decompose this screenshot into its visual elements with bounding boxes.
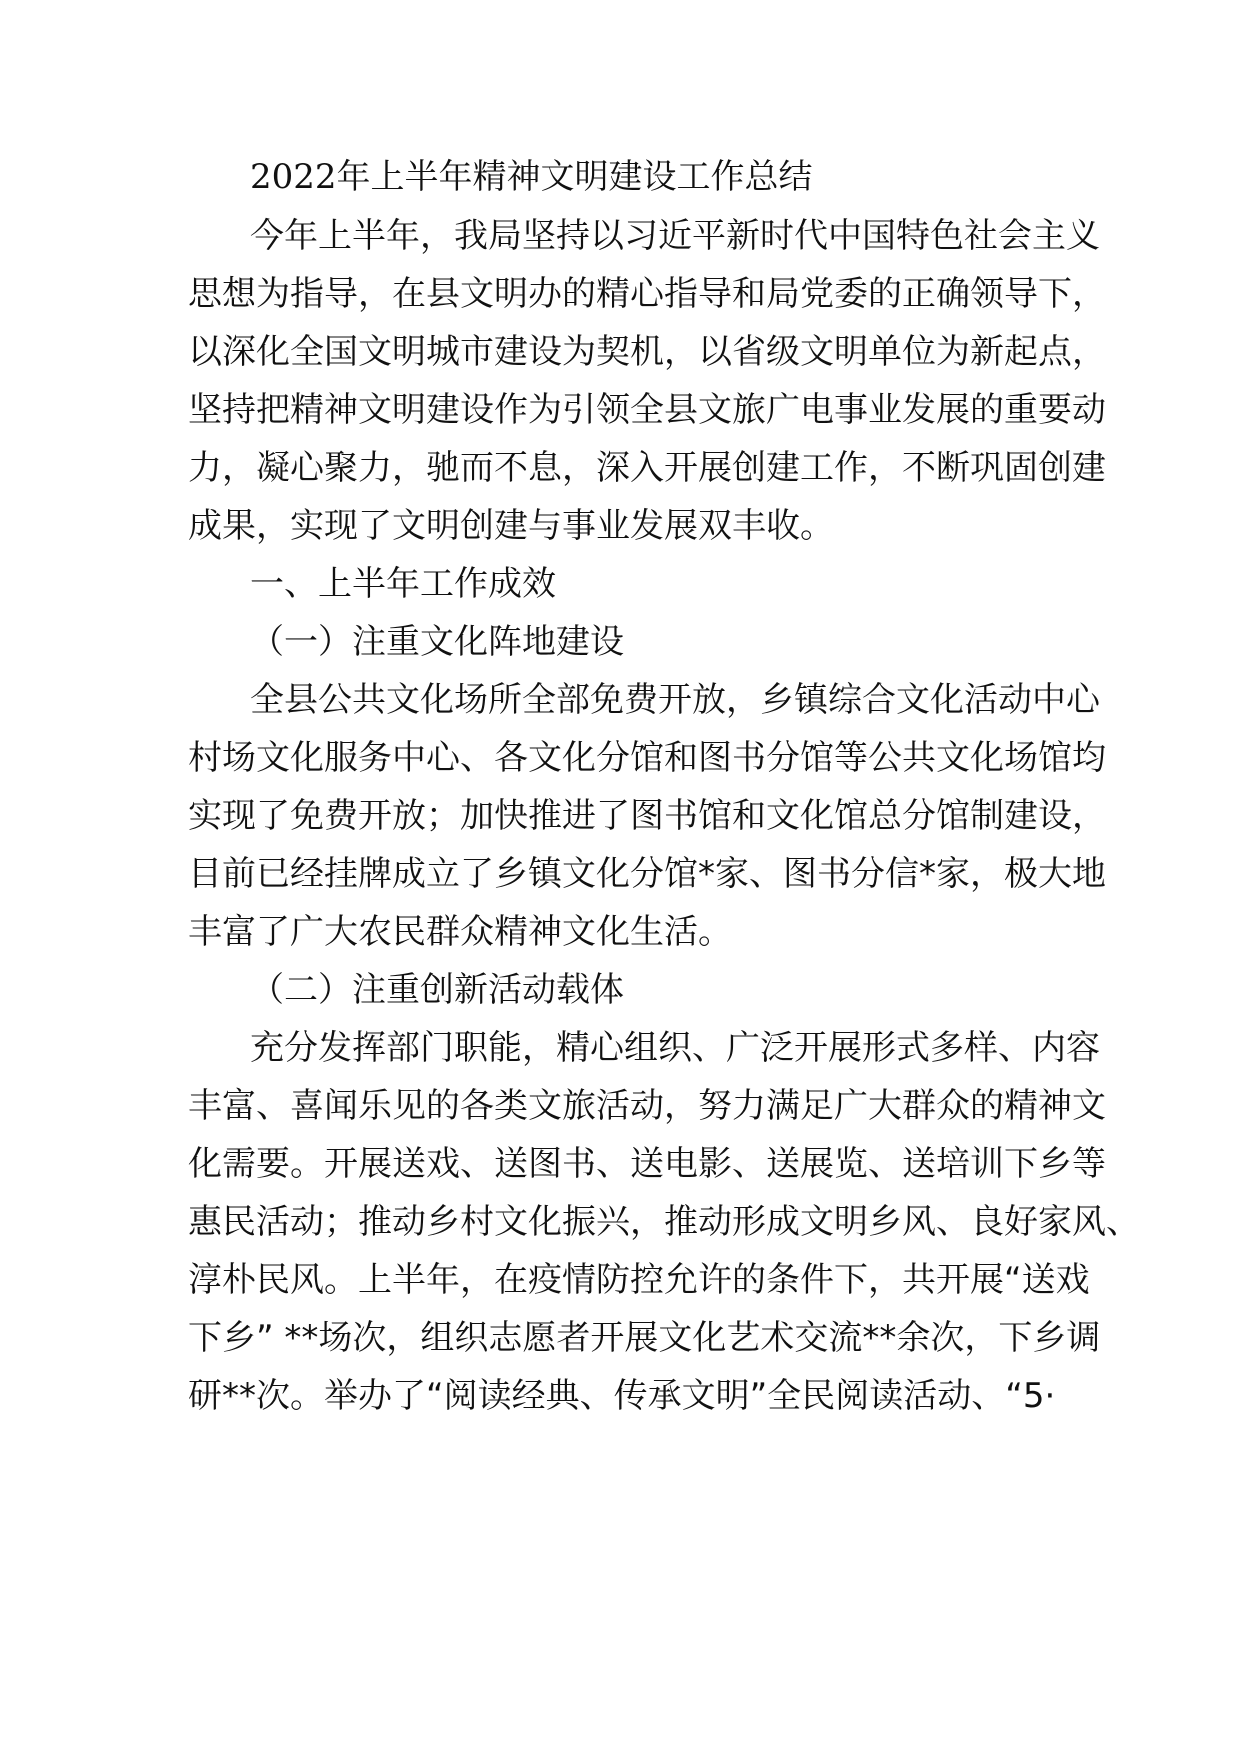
paragraph-line: 化需要。开展送戏、送图书、送电影、送展览、送培训下乡等 (188, 1144, 1106, 1184)
paragraph-line: 目前已经挂牌成立了乡镇文化分馆*家、图书分信*家，极大地 (188, 854, 1106, 894)
paragraph-line: 下乡” **场次，组织志愿者开展文化艺术交流**余次，下乡调 (188, 1318, 1101, 1358)
paragraph-line: 淳朴民风。上半年，在疫情防控允许的条件下，共开展“送戏 (188, 1260, 1090, 1300)
paragraph-line: 丰富、喜闻乐见的各类文旅活动，努力满足广大群众的精神文 (188, 1086, 1106, 1126)
paragraph-line: 以深化全国文明城市建设为契机，以省级文明单位为新起点， (188, 332, 1106, 372)
paragraph-line: 充分发挥部门职能，精心组织、广泛开展形式多样、内容 (250, 1028, 1100, 1068)
paragraph-line: 研**次。举办了“阅读经典、传承文明”全民阅读活动、“5· (188, 1376, 1056, 1416)
paragraph-line: 力，凝心聚力，驰而不息，深入开展创建工作，不断巩固创建 (188, 448, 1106, 488)
section-heading: 一、上半年工作成效 (250, 564, 556, 604)
subsection-heading: （二）注重创新活动载体 (250, 970, 624, 1010)
paragraph-line: 全县公共文化场所全部免费开放，乡镇综合文化活动中心 (250, 680, 1100, 720)
paragraph-line: 思想为指导，在县文明办的精心指导和局党委的正确领导下， (188, 274, 1106, 314)
document-title: 2022年上半年精神文明建设工作总结 (250, 157, 813, 197)
subsection-heading: （一）注重文化阵地建设 (250, 622, 624, 662)
paragraph-line: 坚持把精神文明建设作为引领全县文旅广电事业发展的重要动 (188, 390, 1106, 430)
paragraph-line: 村场文化服务中心、各文化分馆和图书分馆等公共文化场馆均 (188, 738, 1106, 778)
paragraph-line: 今年上半年，我局坚持以习近平新时代中国特色社会主义 (250, 216, 1100, 256)
paragraph-line: 丰富了广大农民群众精神文化生活。 (188, 912, 732, 952)
paragraph-line: 成果，实现了文明创建与事业发展双丰收。 (188, 506, 834, 546)
paragraph-line: 惠民活动；推动乡村文化振兴，推动形成文明乡风、良好家风、 (188, 1202, 1140, 1242)
paragraph-line: 实现了免费开放；加快推进了图书馆和文化馆总分馆制建设， (188, 796, 1106, 836)
